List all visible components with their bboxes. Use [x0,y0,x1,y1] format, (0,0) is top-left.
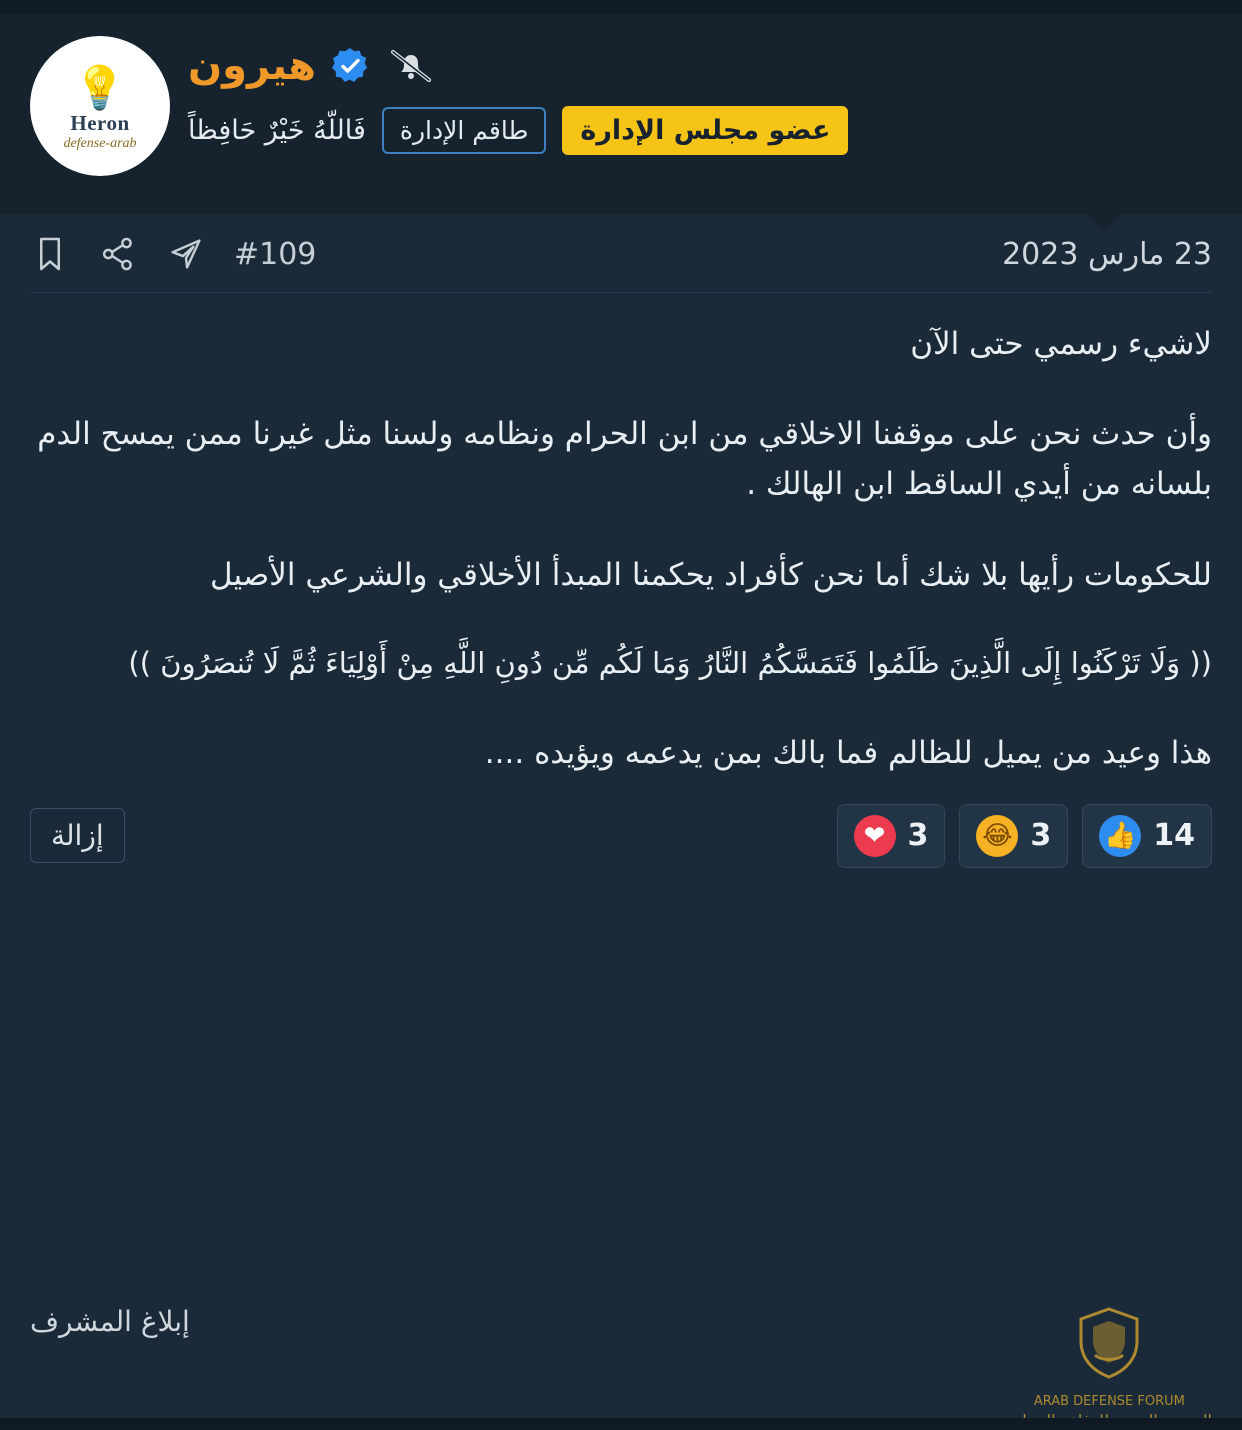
report-link[interactable]: إبلاغ المشرف [30,1305,190,1338]
author-badges [188,106,848,155]
heart-icon: ❤ [854,815,896,857]
reaction-count: 14 [1153,818,1195,854]
remove-reaction-button[interactable]: إزالة [30,808,125,863]
author-name-row [188,44,438,88]
post-meta-row [30,234,1212,293]
reaction-count: 3 [907,818,929,854]
post-number[interactable]: #109 [234,236,317,272]
content-paragraph-2: وأن حدث نحن على موقفنا الاخلاقي من ابن الحرام ونظامه ولسنا مثل غيرنا ممن يمسح الدم بلسانه من أيدي الساقط ابن الهالك . [37,416,1212,503]
laughing-icon: 😂 [976,815,1018,857]
content-paragraph-3: للحكومات رأيها بلا شك أما نحن كأفراد يحكمنا المبدأ الأخلاقي والشرعي الأصيل [210,556,1212,593]
admin-council-badge: عضو مجلس الإدارة [562,106,848,155]
post-date: 23 مارس 2023 [1002,236,1212,272]
reactions-list [837,804,1213,868]
content-quran-verse: (( وَلَا تَرْكَنُوا إِلَى الَّذِينَ ظَلَمُوا فَتَمَسَّكُمُ النَّارُ وَمَا لَكُم مِّن دُونِ اللَّهِ مِنْ أَوْلِيَاءَ ثُمَّ لَا تُنصَرُونَ )) [128,645,1212,680]
reaction-count: 3 [1030,818,1052,854]
bottom-bar [0,1418,1242,1430]
author-username[interactable]: هيرون [188,43,316,89]
avatar-subtitle: defense-arab [63,135,137,151]
speech-tail [1086,213,1122,231]
reaction-love[interactable] [837,804,946,868]
shield-icon [1073,1305,1145,1390]
top-strip [0,0,1242,14]
forum-watermark [1007,1305,1212,1430]
staff-badge: طاقم الإدارة [382,107,547,154]
lightbulb-icon: 💡 [73,62,127,112]
post-header [0,14,1242,214]
post-footer [0,1275,1242,1430]
content-paragraph-1: لاشيء رسمي حتى الآن [910,326,1212,362]
post-actions [30,234,322,274]
author-info [188,36,1212,155]
watermark-line1: ARAB DEFENSE FORUM [1033,1394,1185,1409]
content-paragraph-5: هذا وعيد من يميل للظالم فما بالك بمن يدعمه ويؤيده .... [484,734,1212,771]
reaction-row [30,804,1212,874]
post-body [0,214,1242,1275]
avatar-name: Heron [70,110,130,135]
bell-slash-icon[interactable] [384,44,438,88]
reaction-haha[interactable] [959,804,1068,868]
reaction-like[interactable] [1082,804,1212,868]
author-motto: فَاللّهُ خَيْرٌ حَافِظاً [188,115,366,146]
avatar[interactable] [30,36,170,176]
send-icon[interactable] [166,234,206,274]
bookmark-icon[interactable] [30,234,70,274]
post-content [30,293,1212,796]
thumbs-up-icon: 👍 [1099,815,1141,857]
verified-badge-icon [330,46,370,86]
share-icon[interactable] [98,234,138,274]
